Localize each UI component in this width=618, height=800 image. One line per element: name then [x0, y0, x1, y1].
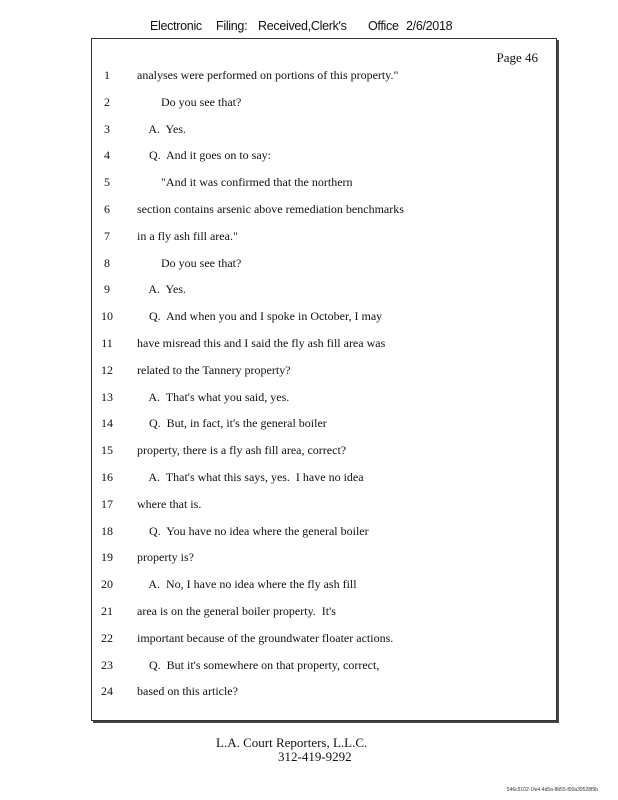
page-number: Page 46: [496, 50, 538, 65]
reporter-phone: 312-419-9292: [278, 749, 352, 764]
transcript-line: [0, 122, 560, 142]
line-text: related to the Tannery property?: [137, 362, 291, 377]
line-text: A. Yes.: [137, 282, 187, 297]
line-text: Do you see that?: [137, 255, 242, 270]
transcript-line: [0, 470, 560, 490]
transcript-line: [0, 631, 560, 651]
transcript-line: [0, 202, 560, 222]
stamp-date: 2/6/2018: [406, 19, 453, 33]
line-number: 14: [101, 416, 113, 431]
line-text: A. Yes.: [137, 121, 187, 136]
line-text: have misread this and I said the fly ash fill area was: [137, 336, 386, 350]
line-text: section contains arsenic above remediation benchmarks: [137, 202, 404, 216]
line-text: property is?: [137, 550, 194, 565]
line-text: in a fly ash fill area.": [137, 228, 238, 243]
transcript-line: [0, 256, 560, 276]
transcript-line: [0, 577, 560, 597]
transcript-line: [0, 175, 560, 195]
line-text: Q. But, in fact, it's the general boiler: [137, 416, 327, 431]
transcript-line: [0, 497, 560, 517]
line-text: A. That's what you said, yes.: [137, 389, 290, 404]
line-number: 11: [101, 336, 113, 350]
line-text: analyses were performed on portions of this property.": [137, 68, 399, 82]
line-text: based on this article?: [137, 684, 238, 699]
line-text: A. No, I have no idea where the fly ash fill: [137, 577, 357, 592]
stamp-electronic: Electronic: [150, 19, 202, 33]
line-number: 4: [104, 148, 110, 163]
line-number: 22: [101, 630, 113, 645]
line-number: 5: [104, 175, 110, 190]
line-text: important because of the groundwater floater actions.: [137, 630, 394, 645]
filing-stamp: [150, 19, 452, 33]
line-number: 13: [101, 389, 113, 404]
transcript-line: [0, 229, 560, 249]
line-text: Q. And when you and I spoke in October, I may: [137, 309, 383, 324]
line-number: 19: [101, 550, 113, 565]
transcript-line: [0, 550, 560, 570]
line-number: 3: [104, 121, 110, 136]
line-number: 6: [104, 202, 110, 216]
transcript-line: [0, 95, 560, 115]
line-number: 16: [101, 470, 113, 484]
line-number: 9: [104, 282, 110, 297]
transcript-line: [0, 604, 560, 624]
reporter-company: L.A. Court Reporters, L.L.C.: [216, 735, 368, 750]
transcript-line: [0, 282, 560, 302]
line-number: 18: [101, 523, 113, 538]
line-text: where that is.: [137, 496, 202, 511]
line-number: 2: [104, 94, 110, 109]
stamp-filing: Filing:: [216, 19, 248, 33]
line-number: 21: [101, 604, 113, 618]
line-number: 15: [101, 443, 113, 458]
line-text: area is on the general boiler property. It's: [137, 604, 336, 618]
transcript-line: [0, 443, 560, 463]
line-text: Do you see that?: [137, 94, 242, 109]
stamp-office: Office: [368, 19, 399, 33]
transcript-line: [0, 148, 560, 168]
line-text: Q. You have no idea where the general boiler: [137, 523, 369, 538]
transcript-line: [0, 658, 560, 678]
line-number: 12: [101, 362, 113, 377]
line-number: 23: [101, 657, 113, 672]
line-number: 1: [104, 68, 110, 82]
line-number: 8: [104, 255, 110, 270]
transcript-line: [0, 684, 560, 704]
document-hash: 546c5102-1fe4-4d5a-8b55-f00a39528f9b: [506, 787, 598, 793]
line-number: 7: [104, 228, 110, 243]
transcript-line: [0, 363, 560, 383]
line-text: Q. But it's somewhere on that property, correct,: [137, 657, 380, 672]
transcript-line: [0, 68, 560, 88]
transcript-line: [0, 309, 560, 329]
line-number: 10: [101, 309, 113, 324]
stamp-received: Received,Clerk's: [258, 19, 347, 33]
transcript-line: [0, 336, 560, 356]
line-text: Q. And it goes on to say:: [137, 148, 271, 163]
line-number: 20: [101, 577, 113, 592]
line-text: A. That's what this says, yes. I have no idea: [137, 470, 364, 484]
transcript-line: [0, 416, 560, 436]
transcript-line: [0, 524, 560, 544]
line-number: 24: [101, 684, 113, 699]
line-number: 17: [101, 496, 113, 511]
line-text: "And it was confirmed that the northern: [137, 175, 353, 190]
transcript-line: [0, 390, 560, 410]
line-text: property, there is a fly ash fill area, correct?: [137, 443, 347, 458]
